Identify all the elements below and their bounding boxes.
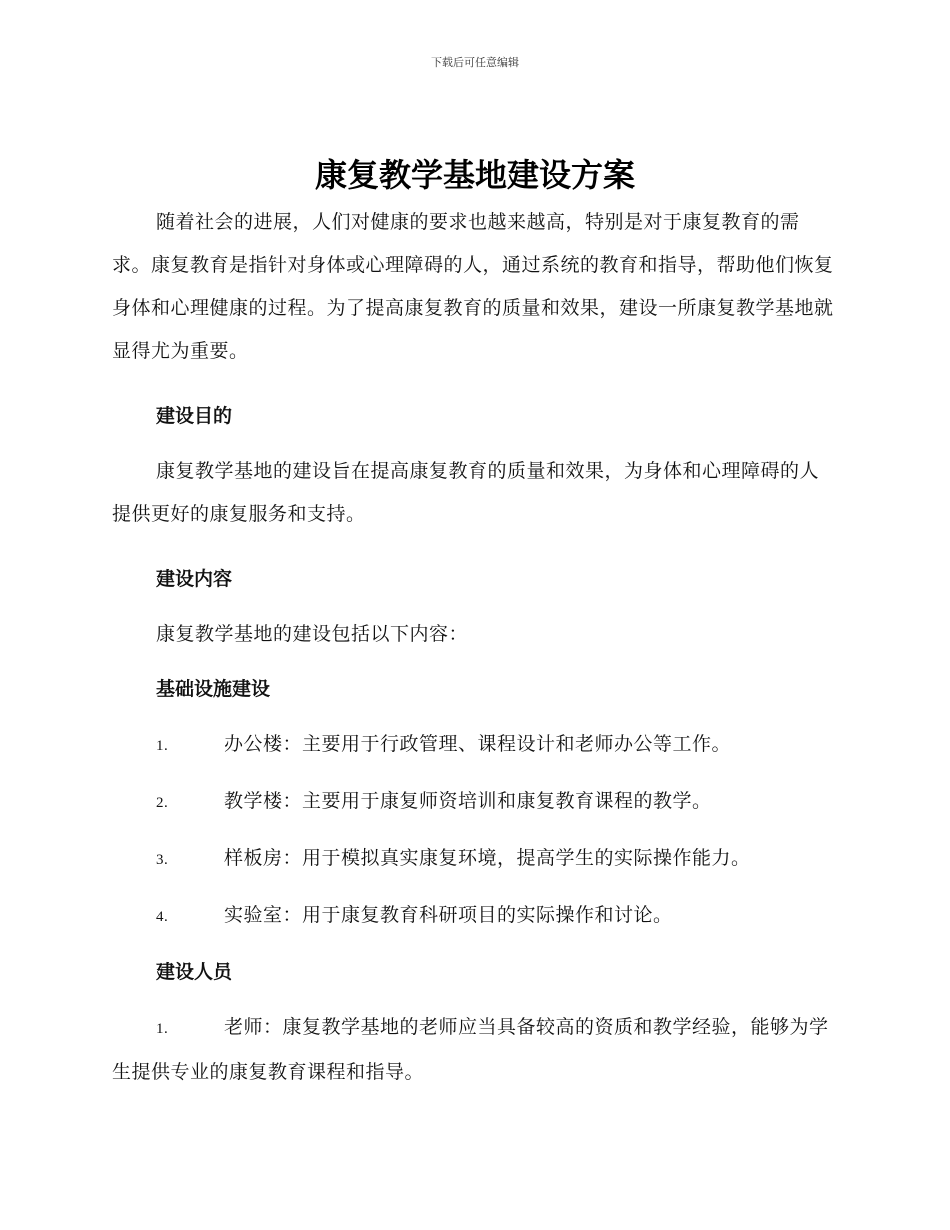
list-text: 办公楼：主要用于行政管理、课程设计和老师办公等工作。 (224, 733, 732, 755)
section-paragraph: 康复教学基地的建设包括以下内容： (156, 623, 469, 645)
list-item (112, 723, 834, 768)
section-purpose (112, 395, 834, 536)
list-number: 4. (156, 909, 169, 925)
list-text: 样板房：用于模拟真实康复环境，提高学生的实际操作能力。 (224, 847, 751, 869)
section-content (112, 558, 834, 656)
intro-paragraph: 随着社会的进展，人们对健康的要求也越来越高，特别是对于康复教育的需求。康复教育是指针对身体或心理障碍的人，通过系统的教育和指导，帮助他们恢复身体和心理健康的过程。为了提高康复教育的质量和效果，建设一所康复教学基地就显得尤为重要。 (112, 211, 834, 362)
list-item (112, 894, 834, 939)
section-paragraph: 康复教学基地的建设旨在提高康复教育的质量和效果，为身体和心理障碍的人提供更好的康复服务和支持。 (112, 460, 820, 525)
section-staff (112, 951, 834, 1094)
section-heading: 建设人员 (156, 961, 233, 983)
list-number: 2. (156, 795, 169, 811)
list-number: 1. (156, 738, 169, 754)
section-heading: 建设内容 (156, 568, 233, 590)
list-item (112, 1006, 834, 1094)
document-body (112, 201, 834, 1106)
section-facilities (112, 668, 834, 939)
list-number: 3. (156, 852, 169, 868)
list-item (112, 780, 834, 825)
header-note: 下载后可任意编辑 (431, 56, 519, 69)
list-text: 实验室：用于康复教育科研项目的实际操作和讨论。 (224, 904, 673, 926)
list-number: 1. (156, 1021, 169, 1037)
list-text: 老师：康复教学基地的老师应当具备较高的资质和教学经验，能够为学生提供专业的康复教育课程和指导。 (112, 1016, 829, 1083)
list-text: 教学楼：主要用于康复师资培训和康复教育课程的教学。 (224, 790, 712, 812)
section-heading: 基础设施建设 (156, 678, 271, 700)
document-title: 康复教学基地建设方案 (314, 156, 635, 194)
list-item (112, 837, 834, 882)
section-heading: 建设目的 (156, 405, 233, 427)
